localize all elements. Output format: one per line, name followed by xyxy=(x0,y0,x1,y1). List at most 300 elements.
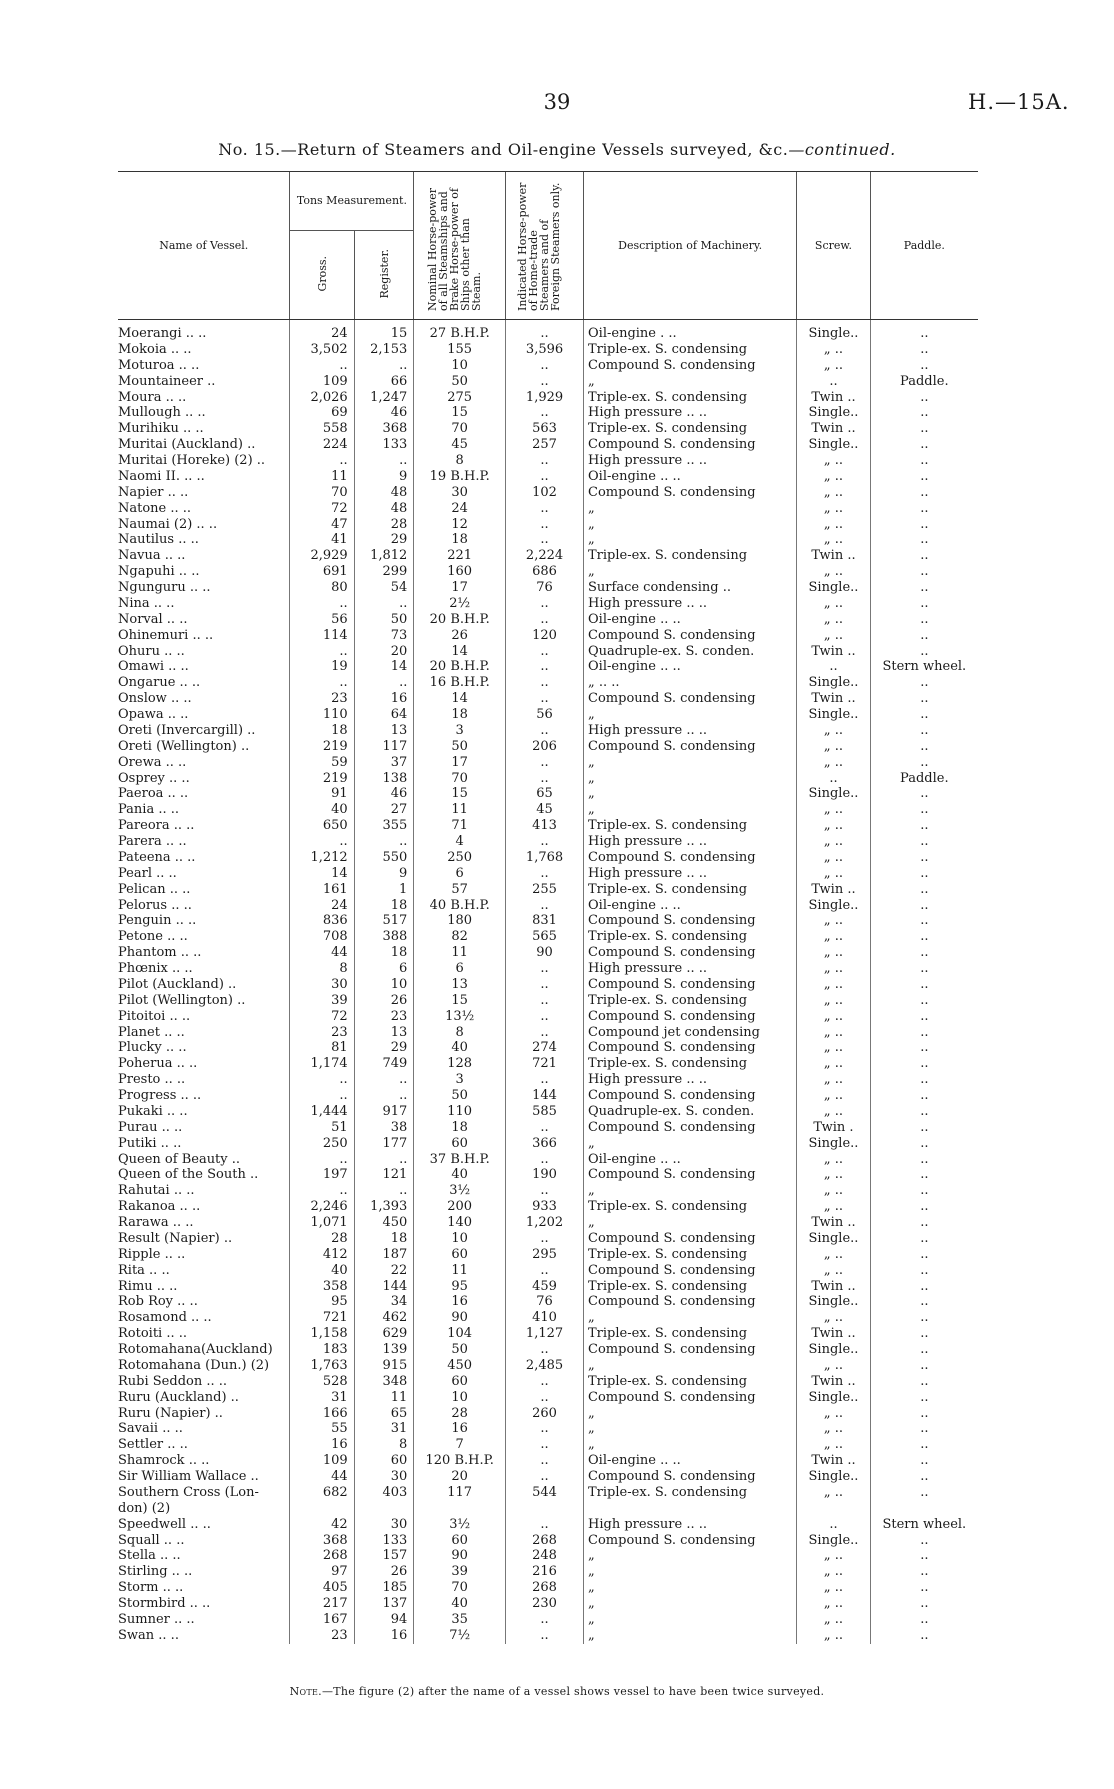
cell-gross-tons: 682 xyxy=(290,1485,354,1501)
table-row xyxy=(118,1421,978,1437)
cell-nominal-hp: 117 xyxy=(414,1485,506,1501)
cell-gross-tons: .. xyxy=(290,644,354,660)
cell-register-tons: 6 xyxy=(354,961,414,977)
cell-gross-tons: 109 xyxy=(290,374,354,390)
table-row xyxy=(118,580,978,596)
cell-vessel-name: Oreti (Invercargill) .. xyxy=(118,722,256,738)
table-row xyxy=(118,818,978,834)
cell-register-tons: 749 xyxy=(354,1056,414,1072)
cell-screw: „ .. xyxy=(797,866,870,882)
cell-gross-tons: 95 xyxy=(290,1294,354,1310)
cell-gross-tons: 59 xyxy=(290,755,354,771)
cell-screw: „ .. xyxy=(797,1564,870,1580)
table-row xyxy=(118,993,978,1009)
cell-register-tons: 137 xyxy=(354,1596,414,1612)
cell-vessel-name: Ngapuhi .. .. xyxy=(118,564,200,580)
cell-vessel-name: Phantom .. .. xyxy=(118,945,202,961)
cell-nominal-hp: 6 xyxy=(414,961,506,977)
cell-nominal-hp: 140 xyxy=(414,1215,506,1231)
cell-machinery: Triple-ex. S. condensing xyxy=(584,548,797,564)
cell-vessel-name: Rotomahana(Auckland) xyxy=(118,1342,273,1357)
cell-screw: „ .. xyxy=(797,342,870,358)
table-row xyxy=(118,421,978,437)
cell-machinery: „ xyxy=(584,374,797,390)
cell-vessel-name: Naumai (2) .. .. xyxy=(118,516,218,532)
cell-indicated-hp: 230 xyxy=(506,1596,584,1612)
cell-indicated-hp: .. xyxy=(506,612,584,628)
cell-vessel-name: Napier .. .. xyxy=(118,484,189,500)
cell-screw: „ .. xyxy=(797,564,870,580)
cell-nominal-hp: 200 xyxy=(414,1199,506,1215)
cell-nominal-hp: 40 xyxy=(414,1596,506,1612)
cell-nominal-hp: 60 xyxy=(414,1136,506,1152)
cell-nominal-hp: 250 xyxy=(414,850,506,866)
cell-register-tons: 8 xyxy=(354,1437,414,1453)
cell-screw: „ .. xyxy=(797,929,870,945)
cell-register-tons: 23 xyxy=(354,1009,414,1025)
cell-vessel-name: Murihiku .. .. xyxy=(118,421,204,437)
cell-gross-tons: 405 xyxy=(290,1580,354,1596)
cell-indicated-hp: 1,202 xyxy=(506,1215,584,1231)
cell-register-tons: 48 xyxy=(354,501,414,517)
cell-vessel-name: Navua .. .. xyxy=(118,548,186,564)
cell-register-tons: 30 xyxy=(354,1469,414,1485)
table-row xyxy=(118,1263,978,1279)
cell-machinery: Triple-ex. S. condensing xyxy=(584,929,797,945)
cell-register-tons: 133 xyxy=(354,437,414,453)
cell-vessel-name: Orewa .. .. xyxy=(118,754,187,770)
cell-gross-tons: 368 xyxy=(290,1533,354,1549)
cell-paddle: Stern wheel. xyxy=(870,1517,978,1533)
cell-gross-tons: .. xyxy=(290,1072,354,1088)
table-row xyxy=(118,723,978,739)
cell-machinery: Oil-engine .. .. xyxy=(584,898,797,914)
cell-indicated-hp: .. xyxy=(506,1437,584,1453)
cell-register-tons: 30 xyxy=(354,1517,414,1533)
cell-indicated-hp: .. xyxy=(506,866,584,882)
cell-nominal-hp: 82 xyxy=(414,929,506,945)
cell-paddle: .. xyxy=(870,532,978,548)
cell-indicated-hp: .. xyxy=(506,358,584,374)
cell-paddle: .. xyxy=(870,485,978,501)
cell-paddle: .. xyxy=(870,1628,978,1644)
table-body xyxy=(118,320,978,1644)
cell-screw: „ .. xyxy=(797,1088,870,1104)
cell-gross-tons: 1,212 xyxy=(290,850,354,866)
cell-screw: „ .. xyxy=(797,1358,870,1374)
cell-register-tons: 9 xyxy=(354,866,414,882)
cell-gross-tons: 250 xyxy=(290,1136,354,1152)
cell-register-tons: 368 xyxy=(354,421,414,437)
cell-vessel-name: Pearl .. .. xyxy=(118,865,177,881)
cell-register-tons: 11 xyxy=(354,1390,414,1406)
cell-gross-tons: 51 xyxy=(290,1120,354,1136)
table-row xyxy=(118,374,978,390)
cell-indicated-hp: .. xyxy=(506,691,584,707)
cell-indicated-hp: 76 xyxy=(506,580,584,596)
cell-screw: „ .. xyxy=(797,612,870,628)
cell-gross-tons: 650 xyxy=(290,818,354,834)
cell-indicated-hp: 206 xyxy=(506,739,584,755)
cell-indicated-hp: 248 xyxy=(506,1548,584,1564)
cell-gross-tons: 114 xyxy=(290,628,354,644)
cell-register-tons: 133 xyxy=(354,1533,414,1549)
cell-register-tons: 64 xyxy=(354,707,414,723)
table-row xyxy=(118,802,978,818)
cell-paddle: .. xyxy=(870,644,978,660)
cell-machinery: „ xyxy=(584,1437,797,1453)
cell-gross-tons: 44 xyxy=(290,1469,354,1485)
cell-screw: „ .. xyxy=(797,453,870,469)
cell-gross-tons: 2,246 xyxy=(290,1199,354,1215)
cell-machinery: Compound S. condensing xyxy=(584,1120,797,1136)
cell-indicated-hp: 102 xyxy=(506,485,584,501)
cell-indicated-hp: .. xyxy=(506,320,584,342)
cell-screw: Single.. xyxy=(797,1231,870,1247)
cell-vessel-name: Planet .. .. xyxy=(118,1024,185,1040)
cell-register-tons: .. xyxy=(354,358,414,374)
table-row xyxy=(118,913,978,929)
cell-nominal-hp: 20 xyxy=(414,1469,506,1485)
cell-nominal-hp: 6 xyxy=(414,866,506,882)
cell-indicated-hp: .. xyxy=(506,898,584,914)
cell-screw: Single.. xyxy=(797,405,870,421)
cell-vessel-name: Rob Roy .. .. xyxy=(118,1294,198,1310)
cell-indicated-hp: .. xyxy=(506,1390,584,1406)
cell-paddle: .. xyxy=(870,723,978,739)
cell-paddle: .. xyxy=(870,1326,978,1342)
cell-nominal-hp: 160 xyxy=(414,564,506,580)
cell-screw: Single.. xyxy=(797,1390,870,1406)
cell-paddle: .. xyxy=(870,802,978,818)
cell-indicated-hp: .. xyxy=(506,1152,584,1168)
cell-gross-tons: 224 xyxy=(290,437,354,453)
cell-nominal-hp: 50 xyxy=(414,374,506,390)
cell-vessel-name: Mullough .. .. xyxy=(118,405,206,421)
cell-vessel-name: Penguin .. .. xyxy=(118,913,197,929)
cell-indicated-hp: .. xyxy=(506,1009,584,1025)
cell-paddle: .. xyxy=(870,342,978,358)
cell-screw: „ .. xyxy=(797,1072,870,1088)
cell-nominal-hp: 11 xyxy=(414,945,506,961)
cell-gross-tons: .. xyxy=(290,675,354,691)
cell-vessel-name: Ongarue .. .. xyxy=(118,675,201,691)
cell-indicated-hp: 3,596 xyxy=(506,342,584,358)
cell-register-tons: 299 xyxy=(354,564,414,580)
table-row xyxy=(118,1358,978,1374)
cell-nominal-hp: 71 xyxy=(414,818,506,834)
table-row xyxy=(118,1580,978,1596)
cell-paddle: .. xyxy=(870,612,978,628)
cell-machinery: „ xyxy=(584,1548,797,1564)
cell-indicated-hp: .. xyxy=(506,532,584,548)
cell-gross-tons: 91 xyxy=(290,786,354,802)
cell-vessel-name: Pilot (Wellington) .. xyxy=(118,992,246,1008)
cell-screw: „ .. xyxy=(797,1183,870,1199)
cell-machinery: „ xyxy=(584,755,797,771)
cell-nominal-hp: 10 xyxy=(414,1231,506,1247)
cell-register-tons: 14 xyxy=(354,659,414,675)
cell-indicated-hp: 410 xyxy=(506,1310,584,1326)
cell-register-tons: 37 xyxy=(354,755,414,771)
cell-register-tons: .. xyxy=(354,596,414,612)
cell-paddle: .. xyxy=(870,929,978,945)
cell-register-tons: 46 xyxy=(354,786,414,802)
cell-machinery: Compound S. condensing xyxy=(584,977,797,993)
table-row xyxy=(118,1628,978,1644)
cell-paddle: .. xyxy=(870,1247,978,1263)
cell-screw: „ .. xyxy=(797,1263,870,1279)
cell-register-tons: 16 xyxy=(354,691,414,707)
cell-screw: Single.. xyxy=(797,580,870,596)
cell-screw: Single.. xyxy=(797,1533,870,1549)
cell-vessel-name: Rakanoa .. .. xyxy=(118,1199,201,1215)
cell-gross-tons: 42 xyxy=(290,1517,354,1533)
cell-machinery: Compound S. condensing xyxy=(584,485,797,501)
cell-paddle: .. xyxy=(870,358,978,374)
cell-paddle: .. xyxy=(870,1231,978,1247)
cell-machinery: Triple-ex. S. condensing xyxy=(584,1374,797,1390)
cell-indicated-hp: .. xyxy=(506,1183,584,1199)
table-row xyxy=(118,1247,978,1263)
cell-indicated-hp: .. xyxy=(506,596,584,612)
cell-indicated-hp: .. xyxy=(506,1025,584,1041)
cell-screw: .. xyxy=(797,1517,870,1533)
cell-indicated-hp: 268 xyxy=(506,1533,584,1549)
cell-vessel-name: Petone .. .. xyxy=(118,929,188,945)
cell-paddle: .. xyxy=(870,421,978,437)
cell-paddle: .. xyxy=(870,755,978,771)
cell-screw: „ .. xyxy=(797,1310,870,1326)
cell-indicated-hp: 933 xyxy=(506,1199,584,1215)
cell-screw: Single.. xyxy=(797,437,870,453)
cell-gross-tons: 528 xyxy=(290,1374,354,1390)
cell-register-tons: 29 xyxy=(354,532,414,548)
cell-gross-tons: 80 xyxy=(290,580,354,596)
cell-gross-tons: 39 xyxy=(290,993,354,1009)
cell-indicated-hp: .. xyxy=(506,675,584,691)
cell-indicated-hp: .. xyxy=(506,1612,584,1628)
cell-machinery: Compound S. condensing xyxy=(584,850,797,866)
cell-indicated-hp: 585 xyxy=(506,1104,584,1120)
cell-indicated-hp: .. xyxy=(506,1453,584,1469)
table-row xyxy=(118,1390,978,1406)
cell-gross-tons: 41 xyxy=(290,532,354,548)
cell-indicated-hp: 144 xyxy=(506,1088,584,1104)
cell-vessel-name: Mokoia .. .. xyxy=(118,341,192,357)
cell-machinery: High pressure .. .. xyxy=(584,1517,797,1533)
cell-vessel-name: Queen of Beauty .. xyxy=(118,1151,241,1167)
cell-screw: Twin .. xyxy=(797,390,870,406)
cell-machinery: „ xyxy=(584,802,797,818)
cell-indicated-hp: .. xyxy=(506,1231,584,1247)
cell-vessel-name: Pitoitoi .. .. xyxy=(118,1008,191,1024)
cell-indicated-hp: .. xyxy=(506,644,584,660)
cell-gross-tons: 28 xyxy=(290,1231,354,1247)
table-row xyxy=(118,1136,978,1152)
cell-nominal-hp xyxy=(414,1501,506,1517)
cell-register-tons: 517 xyxy=(354,913,414,929)
cell-paddle: .. xyxy=(870,1152,978,1168)
table-row xyxy=(118,390,978,406)
cell-register-tons: 9 xyxy=(354,469,414,485)
cell-screw: „ .. xyxy=(797,358,870,374)
cell-register-tons: 917 xyxy=(354,1104,414,1120)
cell-register-tons: 915 xyxy=(354,1358,414,1374)
cell-machinery: Triple-ex. S. condensing xyxy=(584,342,797,358)
cell-screw: „ .. xyxy=(797,1612,870,1628)
header-gross xyxy=(290,231,354,320)
cell-indicated-hp: .. xyxy=(506,453,584,469)
cell-vessel-name: Pelican .. .. xyxy=(118,881,191,897)
cell-paddle: .. xyxy=(870,596,978,612)
cell-vessel-name: Rimu .. .. xyxy=(118,1278,178,1294)
cell-paddle: .. xyxy=(870,453,978,469)
cell-machinery: „ xyxy=(584,786,797,802)
cell-indicated-hp: .. xyxy=(506,659,584,675)
header-name-of-vessel: Name of Vessel. xyxy=(118,172,290,320)
cell-screw: „ .. xyxy=(797,628,870,644)
cell-screw: „ .. xyxy=(797,961,870,977)
cell-vessel-name: Moturoa .. .. xyxy=(118,357,200,373)
cell-gross-tons: 708 xyxy=(290,929,354,945)
cell-screw: Single.. xyxy=(797,707,870,723)
cell-gross-tons: 268 xyxy=(290,1548,354,1564)
cell-gross-tons: 167 xyxy=(290,1612,354,1628)
cell-vessel-name: Rarawa .. .. xyxy=(118,1215,194,1230)
cell-nominal-hp: 450 xyxy=(414,1358,506,1374)
cell-register-tons: 15 xyxy=(354,320,414,342)
cell-nominal-hp: 24 xyxy=(414,501,506,517)
cell-register-tons: 139 xyxy=(354,1342,414,1358)
cell-register-tons: 13 xyxy=(354,723,414,739)
table-row xyxy=(118,1199,978,1215)
cell-screw: Twin .. xyxy=(797,1215,870,1231)
cell-vessel-name: Onslow .. .. xyxy=(118,691,192,707)
title-continued: —continued. xyxy=(788,140,896,159)
cell-nominal-hp: 7 xyxy=(414,1437,506,1453)
cell-gross-tons: 166 xyxy=(290,1406,354,1422)
cell-indicated-hp: .. xyxy=(506,755,584,771)
cell-indicated-hp: .. xyxy=(506,1120,584,1136)
cell-vessel-name: Pareora .. .. xyxy=(118,818,195,834)
cell-screw: „ .. xyxy=(797,1009,870,1025)
cell-paddle: .. xyxy=(870,1358,978,1374)
cell-vessel-name: Rita .. .. xyxy=(118,1262,170,1278)
cell-gross-tons: 1,071 xyxy=(290,1215,354,1231)
cell-machinery: High pressure .. .. xyxy=(584,723,797,739)
table-row xyxy=(118,469,978,485)
cell-register-tons: 50 xyxy=(354,612,414,628)
cell-paddle: .. xyxy=(870,1279,978,1295)
cell-register-tons: 13 xyxy=(354,1025,414,1041)
cell-gross-tons: 691 xyxy=(290,564,354,580)
cell-gross-tons: 40 xyxy=(290,802,354,818)
cell-paddle xyxy=(870,1501,978,1517)
cell-register-tons: 22 xyxy=(354,1263,414,1279)
cell-paddle: .. xyxy=(870,739,978,755)
cell-machinery: Quadruple-ex. S. conden. xyxy=(584,644,797,660)
cell-paddle: .. xyxy=(870,1025,978,1041)
cell-register-tons: 31 xyxy=(354,1421,414,1437)
page-number: 39 xyxy=(543,90,571,114)
cell-indicated-hp: .. xyxy=(506,771,584,787)
cell-nominal-hp: 40 xyxy=(414,1040,506,1056)
cell-machinery: „ xyxy=(584,1183,797,1199)
cell-screw: „ .. xyxy=(797,1548,870,1564)
cell-machinery: High pressure .. .. xyxy=(584,961,797,977)
cell-gross-tons: 8 xyxy=(290,961,354,977)
table-row xyxy=(118,739,978,755)
cell-screw: „ .. xyxy=(797,913,870,929)
cell-paddle: .. xyxy=(870,1183,978,1199)
cell-indicated-hp: .. xyxy=(506,405,584,421)
cell-gross-tons xyxy=(290,1501,354,1517)
cell-machinery: Triple-ex. S. condensing xyxy=(584,818,797,834)
cell-machinery: Oil-engine . .. xyxy=(584,320,797,342)
cell-register-tons: .. xyxy=(354,1183,414,1199)
cell-paddle: .. xyxy=(870,1263,978,1279)
cell-register-tons: 117 xyxy=(354,739,414,755)
cell-machinery: Triple-ex. S. condensing xyxy=(584,1056,797,1072)
cell-nominal-hp: 50 xyxy=(414,739,506,755)
cell-machinery: Compound S. condensing xyxy=(584,1167,797,1183)
cell-machinery: Triple-ex. S. condensing xyxy=(584,993,797,1009)
cell-gross-tons: 69 xyxy=(290,405,354,421)
cell-indicated-hp: .. xyxy=(506,501,584,517)
table-row xyxy=(118,405,978,421)
cell-vessel-name: Ngunguru .. .. xyxy=(118,580,211,595)
cell-register-tons: 121 xyxy=(354,1167,414,1183)
cell-paddle: .. xyxy=(870,1167,978,1183)
cell-machinery: „ xyxy=(584,1628,797,1644)
table-row xyxy=(118,786,978,802)
cell-vessel-name: Mountaineer .. xyxy=(118,373,216,389)
cell-nominal-hp: 37 B.H.P. xyxy=(414,1152,506,1168)
cell-paddle: .. xyxy=(870,1390,978,1406)
cell-machinery: High pressure .. .. xyxy=(584,866,797,882)
cell-machinery: Compound S. condensing xyxy=(584,1040,797,1056)
cell-register-tons: 48 xyxy=(354,485,414,501)
cell-screw: „ .. xyxy=(797,818,870,834)
cell-vessel-name: Parera .. .. xyxy=(118,834,187,849)
cell-register-tons: 73 xyxy=(354,628,414,644)
cell-nominal-hp: 16 B.H.P. xyxy=(414,675,506,691)
cell-vessel-name: Stella .. .. xyxy=(118,1548,181,1564)
cell-indicated-hp: .. xyxy=(506,374,584,390)
cell-machinery: Compound S. condensing xyxy=(584,1342,797,1358)
cell-machinery: Compound S. condensing xyxy=(584,1231,797,1247)
cell-register-tons: 28 xyxy=(354,517,414,533)
cell-gross-tons: 558 xyxy=(290,421,354,437)
cell-nominal-hp: 18 xyxy=(414,532,506,548)
cell-vessel-name: Speedwell .. .. xyxy=(118,1516,211,1532)
cell-gross-tons: 40 xyxy=(290,1263,354,1279)
cell-gross-tons: 412 xyxy=(290,1247,354,1263)
cell-vessel-name: Pateena .. .. xyxy=(118,849,196,865)
cell-indicated-hp: 295 xyxy=(506,1247,584,1263)
cell-register-tons: 388 xyxy=(354,929,414,945)
cell-machinery: High pressure .. .. xyxy=(584,1072,797,1088)
table-row xyxy=(118,1088,978,1104)
cell-paddle: .. xyxy=(870,818,978,834)
table-row xyxy=(118,1501,978,1517)
cell-nominal-hp: 70 xyxy=(414,771,506,787)
cell-indicated-hp: 544 xyxy=(506,1485,584,1501)
cell-nominal-hp: 18 xyxy=(414,707,506,723)
cell-vessel-name: Presto .. .. xyxy=(118,1072,186,1088)
cell-screw: Single.. xyxy=(797,898,870,914)
